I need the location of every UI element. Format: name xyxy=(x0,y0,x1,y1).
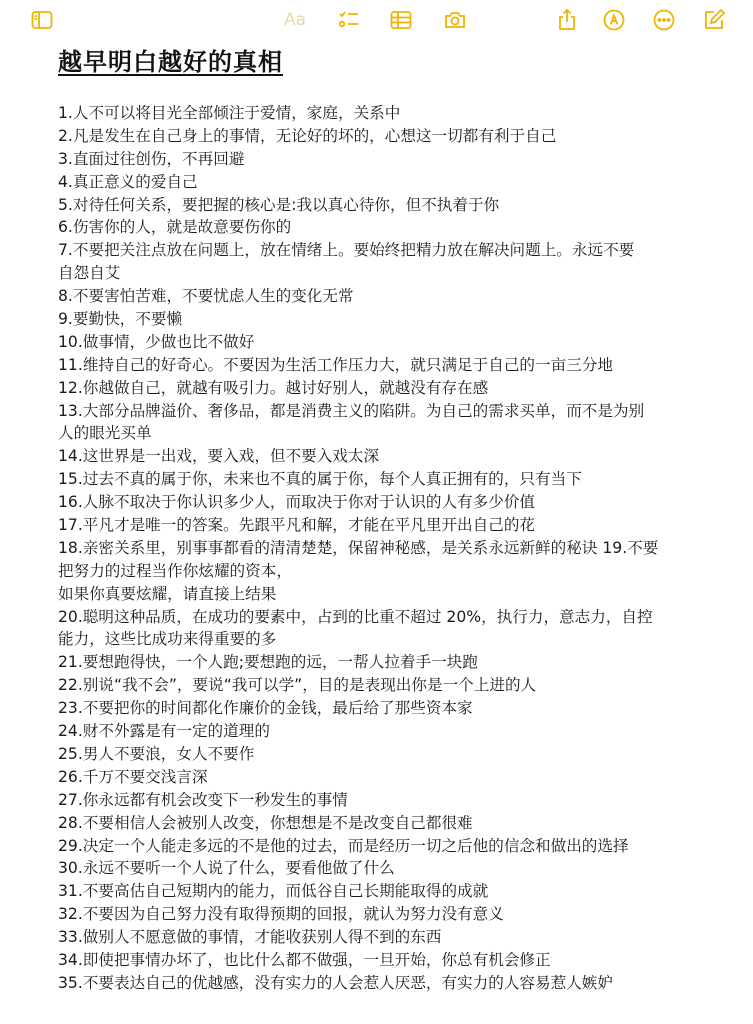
note-line: 11.维持自己的好奇心。不要因为生活工作压力大，就只满足于自己的一亩三分地 xyxy=(58,355,613,374)
note-line: 21.要想跑得快，一个人跑;要想跑的远，一帮人拉着手一块跑 xyxy=(58,653,478,672)
more-icon[interactable] xyxy=(652,8,676,32)
note-line: 31.不要高估自己短期内的能力，而低谷自己长期能取得的成就 xyxy=(58,882,489,901)
note-line: 能力，这些比成功来得重要的多 xyxy=(58,630,277,649)
note-line: 13.大部分品牌溢价、奢侈品，都是消费主义的陷阱。为自己的需求买单，而不是为别 xyxy=(58,401,645,420)
note-line: 如果你真要炫耀，请直接上结果 xyxy=(58,584,277,603)
note-line: 29.决定一个人能走多远的不是他的过去，而是经历一切之后他的信念和做出的选择 xyxy=(58,836,629,855)
note-line: 12.你越做自己，就越有吸引力。越讨好别人，就越没有存在感 xyxy=(58,378,489,397)
note-line: 32.不要因为自己努力没有取得预期的回报，就认为努力没有意义 xyxy=(58,905,504,924)
note-line: 35.不要表达自己的优越感，没有实力的人会惹人厌恶，有实力的人容易惹人嫉妒 xyxy=(58,973,613,992)
note-line: 14.这世界是一出戏，要入戏，但不要入戏太深 xyxy=(58,447,380,466)
note-line: 6.伤害你的人，就是故意要伤你的 xyxy=(58,218,292,237)
text-style-icon[interactable]: Aa xyxy=(284,10,307,30)
note-line: 15.过去不真的属于你，未来也不真的属于你，每个人真正拥有的，只有当下 xyxy=(58,470,582,489)
note-title: 越早明白越好的真相 xyxy=(58,48,283,76)
note-line: 20.聪明这种品质，在成功的要素中，占到的比重不超过 20%，执行力，意志力，自控 xyxy=(58,607,653,626)
note-lines xyxy=(58,102,708,995)
note-line: 26.千万不要交浅言深 xyxy=(58,767,208,786)
note-line: 25.男人不要浪，女人不要作 xyxy=(58,744,255,763)
note-line: 8.不要害怕苦难，不要忧虑人生的变化无常 xyxy=(58,287,354,306)
note-line: 16.人脉不取决于你认识多少人，而取决于你对于认识的人有多少价值 xyxy=(58,493,536,512)
note-line: 30.永远不要听一个人说了什么，要看他做了什么 xyxy=(58,859,395,878)
note-line: 10.做事情，少做也比不做好 xyxy=(58,332,255,351)
note-line: 5.对待任何关系，要把握的核心是:我以真心待你，但不执着于你 xyxy=(58,195,500,214)
share-icon[interactable] xyxy=(555,8,579,32)
note-line: 23.不要把你的时间都化作廉价的金钱，最后给了那些资本家 xyxy=(58,699,473,718)
note-line: 27.你永远都有机会改变下一秒发生的事情 xyxy=(58,790,348,809)
markup-icon[interactable] xyxy=(602,8,626,32)
note-line: 3.直面过往创伤，不再回避 xyxy=(58,149,245,168)
note-line: 自怨自艾 xyxy=(58,264,121,283)
note-line: 人的眼光买单 xyxy=(58,424,152,443)
note-line: 24.财不外露是有一定的道理的 xyxy=(58,722,270,741)
note-line: 28.不要相信人会被别人改变，你想想是不是改变自己都很难 xyxy=(58,813,473,832)
note-line: 18.亲密关系里，别事事都看的清清楚楚，保留神秘感，是关系永远新鲜的秘诀 19.不要 xyxy=(58,538,659,557)
note-line: 4.真正意义的爱自己 xyxy=(58,172,198,191)
note-line: 33.做别人不愿意做的事情，才能收获别人得不到的东西 xyxy=(58,928,442,947)
note-line: 9.要勤快，不要懒 xyxy=(58,310,183,329)
note-line: 7.不要把关注点放在问题上，放在情绪上。要始终把精力放在解决问题上。永远不要 xyxy=(58,241,635,260)
note-line: 把努力的过程当作你炫耀的资本， xyxy=(58,561,292,580)
checklist-icon[interactable] xyxy=(337,8,361,32)
camera-icon[interactable] xyxy=(443,8,467,32)
notes-toolbar xyxy=(0,0,753,40)
note-line: 34.即使把事情办坏了，也比什么都不做强，一旦开始，你总有机会修正 xyxy=(58,950,551,969)
note-line: 22.别说“我不会”，要说“我可以学”，目的是表现出你是一个上进的人 xyxy=(58,676,537,695)
note-line: 17.平凡才是唯一的答案。先跟平凡和解，才能在平凡里开出自己的花 xyxy=(58,516,536,535)
note-line: 2.凡是发生在自己身上的事情，无论好的坏的，心想这一切都有利于自己 xyxy=(58,126,557,145)
compose-icon[interactable] xyxy=(702,8,726,32)
sidebar-icon[interactable] xyxy=(30,8,54,32)
note-line: 1.人不可以将目光全部倾注于爱情，家庭，关系中 xyxy=(58,104,401,122)
table-icon[interactable] xyxy=(389,8,413,32)
